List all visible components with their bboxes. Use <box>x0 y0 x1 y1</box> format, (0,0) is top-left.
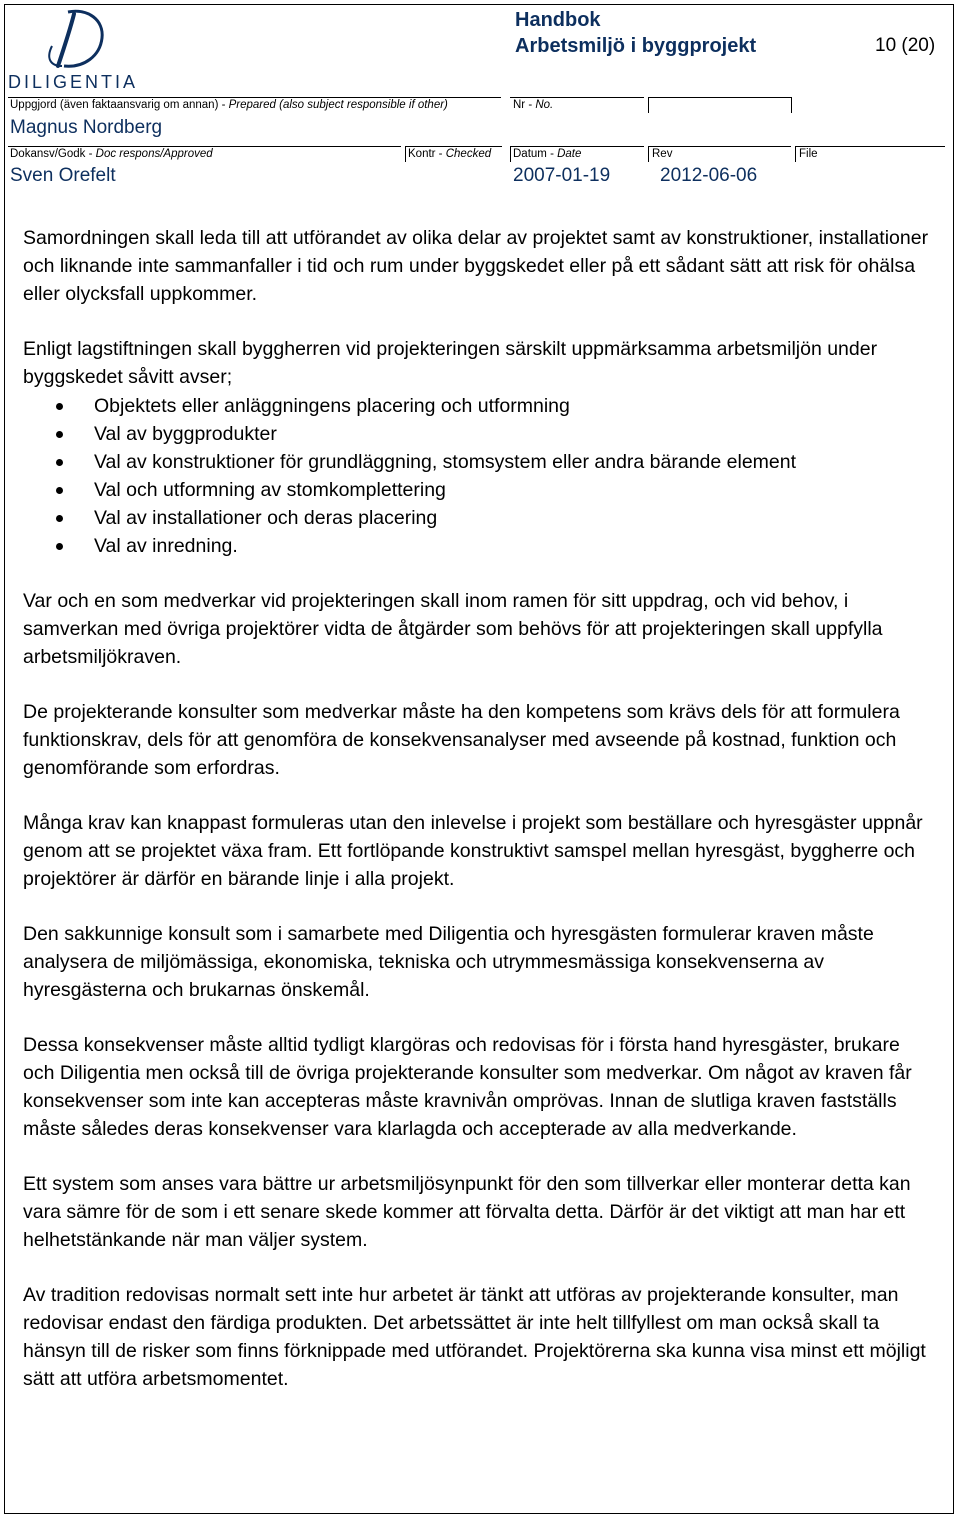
rev-label: Rev <box>652 148 673 160</box>
paragraph: Samordningen skall leda till att utförandet av olika delar av projektet samt av konstruktioner, installationer och liknande inte sammanfaller i tid och rum under byggskedet eller på ett sådant sätt att risk för ohälsa eller olycksfall uppkommer. <box>23 227 929 305</box>
logo-wordmark: DILIGENTIA <box>8 72 139 92</box>
header-rule <box>8 146 401 147</box>
document-type: Handbok <box>515 9 601 31</box>
bullet-icon <box>56 515 63 522</box>
paragraph: Var och en som medverkar vid projekteringen skall inom ramen för sitt uppdrag, och vid behov, i samverkan med övriga projektörer vidta de åtgärder som behövs för att projekteringen skall uppfylla arbetsmiljökraven. <box>23 590 883 668</box>
date-label: Datum - Date <box>513 148 582 160</box>
approved-label: Dokansv/Godk - Doc respons/Approved <box>10 148 213 160</box>
bullet-icon <box>56 487 63 494</box>
checked-label: Kontr - Checked <box>408 148 492 160</box>
header-tick <box>405 146 406 162</box>
logo-d-mark-icon <box>44 6 108 72</box>
header-tick <box>510 146 511 162</box>
paragraph: Många krav kan knappast formuleras utan den inlevelse i projekt som beställare och hyresgäster uppnår genom att se projektet växa fram. Ett fortlöpande konstruktivt samspel mellan hyresgäst, byggherre och projektörer är därför en bärande linje i alla projekt. <box>23 812 923 890</box>
paragraph: Ett system som anses vara bättre ur arbetsmiljösynpunkt för den som tillverkar eller monterar detta kan vara sämre för de som i ett senare skede kommer att förvalta detta. Därför är det viktigt att man har ett helhetstänkande när man väljer system. <box>23 1173 911 1251</box>
header-rule <box>648 97 791 98</box>
header-rule <box>405 146 502 147</box>
paragraph: Den sakkunnige konsult som i samarbete med Diligentia och hyresgästen formulerar kraven måste analysera de miljömässiga, ekonomiska, tekniska och utrymmesmässiga konsekvenserna av hyresgästerna och brukarnas önskemål. <box>23 923 874 1001</box>
bullet-icon <box>56 431 63 438</box>
list-item: Val av inredning. <box>23 532 933 560</box>
list-item: Val av konstruktioner för grundläggning, stomsystem eller andra bärande element <box>23 448 933 476</box>
bullet-icon <box>56 403 63 410</box>
header-tick <box>648 146 649 162</box>
header-rule <box>795 146 945 147</box>
header-rule <box>510 146 644 147</box>
list-item: Val och utformning av stomkomplettering <box>23 476 933 504</box>
document-body <box>23 224 933 1420</box>
document-date: 2007-01-19 <box>513 165 611 186</box>
header-rule <box>8 97 501 98</box>
list-item: Objektets eller anläggningens placering och utformning <box>23 392 933 420</box>
paragraph: De projekterande konsulter som medverkar måste ha den kompetens som krävs dels för att formulera funktionskrav, dels för att genomföra de konsekvensanalyser med avseende på kostnad, funktion och genomförande som erfordras. <box>23 701 900 779</box>
bullet-list <box>23 392 933 560</box>
header-rule <box>510 97 644 98</box>
paragraph: Enligt lagstiftningen skall byggherren vid projekteringen särskilt uppmärksamma arbetsmiljön under byggskedet såvitt avser; <box>23 338 878 388</box>
header-tick <box>791 97 792 113</box>
header-tick <box>648 97 649 113</box>
prepared-label: Uppgjord (även faktaansvarig om annan) - Prepared (also subject responsible if other) <box>10 99 448 111</box>
diligentia-logo <box>8 6 139 92</box>
paragraph: Dessa konsekvenser måste alltid tydligt klargöras och redovisas för i första hand hyresgäster, brukare och Diligentia men också till de övriga projekterande konsulter som medverkar. Om något av kraven får konsekvenser som inte kan accepteras måste kravnivån omprövas. Innan de slutliga kraven fastställs måste således deras konsekvenser vara klarlagda och accepterade av alla medverkande. <box>23 1034 912 1140</box>
nr-label: Nr - No. <box>513 99 554 111</box>
file-label: File <box>799 148 818 160</box>
list-item: Val av byggprodukter <box>23 420 933 448</box>
prepared-by: Magnus Nordberg <box>10 117 163 138</box>
header-rule <box>648 146 791 147</box>
approved-by: Sven Orefelt <box>10 165 116 186</box>
page-number: 10 (20) <box>875 35 936 56</box>
list-item: Val av installationer och deras placering <box>23 504 933 532</box>
bullet-icon <box>56 543 63 550</box>
document-title: Arbetsmiljö i byggprojekt <box>515 35 757 57</box>
header-tick <box>795 146 796 162</box>
bullet-icon <box>56 459 63 466</box>
paragraph: Av tradition redovisas normalt sett inte hur arbetet är tänkt att utföras av projekterande konsulter, man redovisar endast den färdiga produkten. Det arbetssättet är inte helt tillfyllest om man också skall ta hänsyn till de risker som finns förknippade med utförandet. Projektörerna ska kunna visa minst ett möjligt sätt att utföra arbetsmomentet. <box>23 1284 926 1390</box>
revision-date: 2012-06-06 <box>660 165 758 186</box>
